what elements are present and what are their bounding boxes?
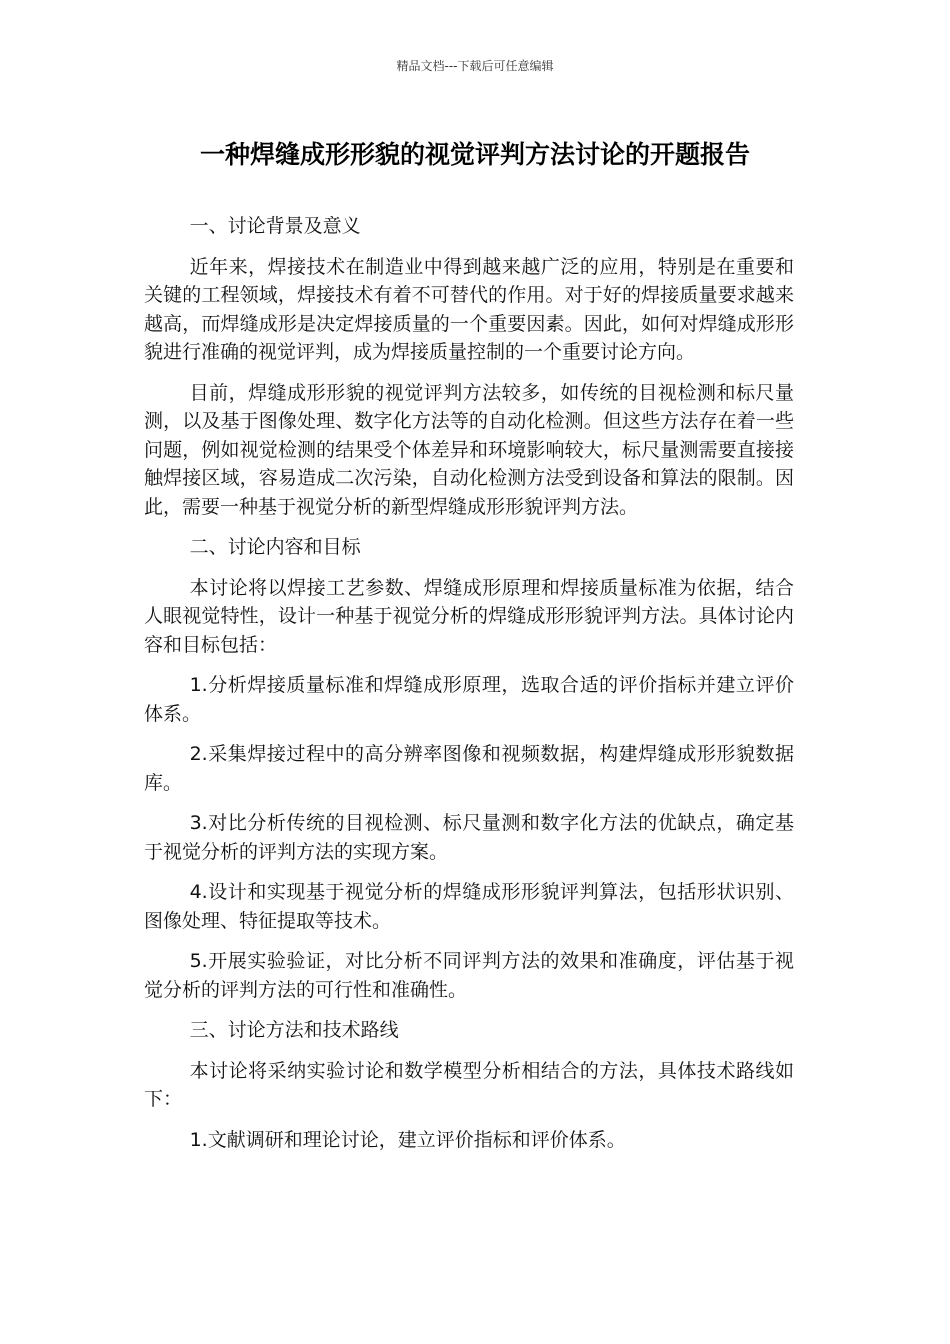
document-body bbox=[144, 212, 794, 1166]
section-heading-content-goals: 二、讨论内容和目标 bbox=[189, 536, 361, 558]
section-heading-methods: 三、讨论方法和技术路线 bbox=[189, 1019, 399, 1041]
list-item-method-1: 1.文献调研和理论讨论，建立评价指标和评价体系。 bbox=[189, 1128, 626, 1151]
paragraph-background-1: 近年来，焊接技术在制造业中得到越来越广泛的应用，特别是在重要和关键的工程领域，焊接技术有着不可替代的作用。对于好的焊接质量要求越来越高，而焊缝成形是决定焊接质量的一个重要因素。因此，如何对焊缝成形形貌进行准确的视觉评判，成为焊接质量控制的一个重要讨论方向。 bbox=[144, 255, 794, 363]
list-item-goal-1: 1.分析焊接质量标准和焊缝成形原理，选取合适的评价指标并建立评价体系。 bbox=[144, 674, 794, 725]
list-item-goal-5: 5.开展实验验证，对比分析不同评判方法的效果和准确度，评估基于视觉分析的评判方法的可行性和准确性。 bbox=[144, 950, 794, 1001]
paragraph-background-2: 目前，焊缝成形形貌的视觉评判方法较多，如传统的目视检测和标尺量测，以及基于图像处理、数字化方法等的自动化检测。但这些方法存在着一些问题，例如视觉检测的结果受个体差异和环境影响较大，标尺量测需要直接接触焊接区域，容易造成二次污染，自动化检测方法受到设备和算法的限制。因此，需要一种基于视觉分析的新型焊缝成形形貌评判方法。 bbox=[144, 381, 794, 518]
list-item-goal-3: 3.对比分析传统的目视检测、标尺量测和数字化方法的优缺点，确定基于视觉分析的评判方法的实现方案。 bbox=[144, 812, 794, 863]
paragraph-methods-intro: 本讨论将采纳实验讨论和数学模型分析相结合的方法，具体技术路线如下： bbox=[144, 1059, 794, 1110]
list-item-goal-2: 2.采集焊接过程中的高分辨率图像和视频数据，构建焊缝成形形貌数据库。 bbox=[144, 743, 794, 794]
document-title: 一种焊缝成形形貌的视觉评判方法讨论的开题报告 bbox=[199, 140, 750, 169]
section-heading-background: 一、讨论背景及意义 bbox=[189, 215, 361, 237]
paragraph-content-intro: 本讨论将以焊接工艺参数、焊缝成形原理和焊接质量标准为依据，结合人眼视觉特性，设计一种基于视觉分析的焊缝成形形貌评判方法。具体讨论内容和目标包括： bbox=[144, 576, 794, 656]
header-note: 精品文档---下载后可任意编辑 bbox=[396, 59, 554, 73]
list-item-goal-4: 4.设计和实现基于视觉分析的焊缝成形形貌评判算法，包括形状识别、图像处理、特征提取等技术。 bbox=[144, 881, 794, 932]
